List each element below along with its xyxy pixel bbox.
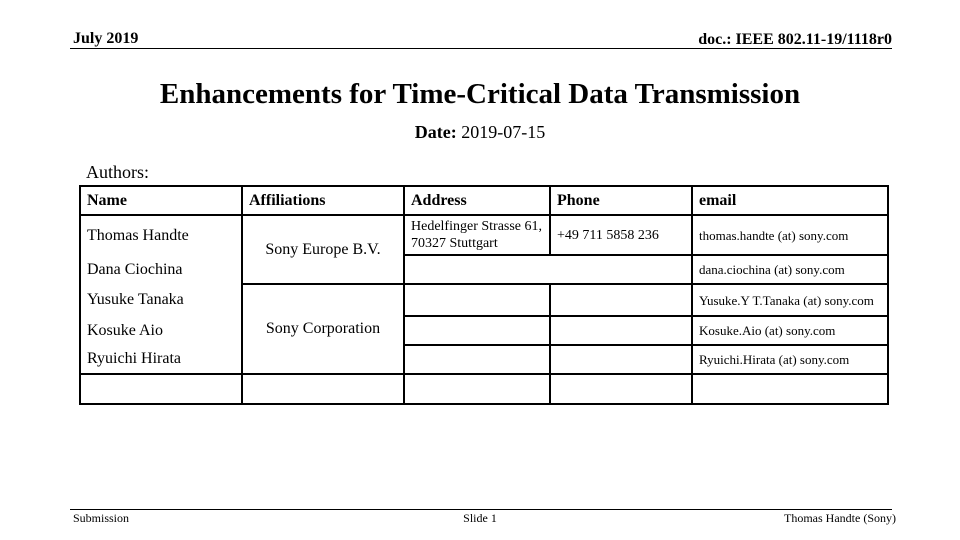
- authors-table: [79, 185, 889, 405]
- author-address-empty: [404, 284, 550, 316]
- empty-cell: [242, 374, 404, 404]
- authors-label: Authors:: [86, 162, 149, 182]
- header-date: July 2019: [73, 30, 139, 47]
- header-doc-id: doc.: IEEE 802.11-19/1118r0: [698, 31, 892, 48]
- footer-author: Thomas Handte (Sony): [784, 511, 896, 525]
- author-address: Hedelfinger Strasse 61, 70327 Stuttgart: [404, 215, 550, 255]
- author-phone-empty: [550, 284, 692, 316]
- author-email: Ryuichi.Hirata (at) sony.com: [692, 345, 888, 374]
- table-row: [80, 374, 888, 404]
- date-label: Date:: [414, 122, 457, 142]
- author-address-empty: [404, 345, 550, 374]
- table-header-row: [80, 186, 888, 215]
- footer-submission: Submission: [73, 511, 130, 525]
- table-row: [80, 255, 888, 284]
- author-email: Yusuke.Y T.Tanaka (at) sony.com: [692, 284, 888, 316]
- col-header-affiliations: Affiliations: [242, 186, 404, 215]
- footer-divider: [70, 509, 892, 510]
- table-row: [80, 284, 888, 316]
- author-name: Ryuichi Hirata: [80, 345, 242, 374]
- empty-cell: [404, 374, 550, 404]
- empty-cell: [692, 374, 888, 404]
- col-header-address: Address: [404, 186, 550, 215]
- col-header-phone: Phone: [550, 186, 692, 215]
- slide-title: Enhancements for Time-Critical Data Transmission: [159, 78, 801, 110]
- author-phone: +49 711 5858 236: [550, 215, 692, 255]
- slide-date: [0, 122, 960, 143]
- col-header-email: email: [692, 186, 888, 215]
- author-name: Dana Ciochina: [80, 255, 242, 284]
- header-divider: [70, 48, 892, 49]
- col-header-name: Name: [80, 186, 242, 215]
- author-phone-empty: [550, 316, 692, 345]
- author-name: Thomas Handte: [80, 215, 242, 255]
- author-phone-empty: [550, 255, 692, 284]
- empty-cell: [550, 374, 692, 404]
- table-row: [80, 215, 888, 255]
- author-email: Kosuke.Aio (at) sony.com: [692, 316, 888, 345]
- footer-slide-number: Slide 1: [463, 511, 497, 525]
- date-value: 2019-07-15: [461, 122, 546, 142]
- table-row: [80, 345, 888, 374]
- author-affiliation: Sony Corporation: [242, 284, 404, 374]
- author-affiliation: Sony Europe B.V.: [242, 215, 404, 284]
- author-email: dana.ciochina (at) sony.com: [692, 255, 888, 284]
- author-address-empty: [404, 316, 550, 345]
- author-email: thomas.handte (at) sony.com: [692, 215, 888, 255]
- author-phone-empty: [550, 345, 692, 374]
- author-name: Yusuke Tanaka: [80, 284, 242, 316]
- table-row: [80, 316, 888, 345]
- author-address-empty: [404, 255, 550, 284]
- empty-cell: [80, 374, 242, 404]
- author-name: Kosuke Aio: [80, 316, 242, 345]
